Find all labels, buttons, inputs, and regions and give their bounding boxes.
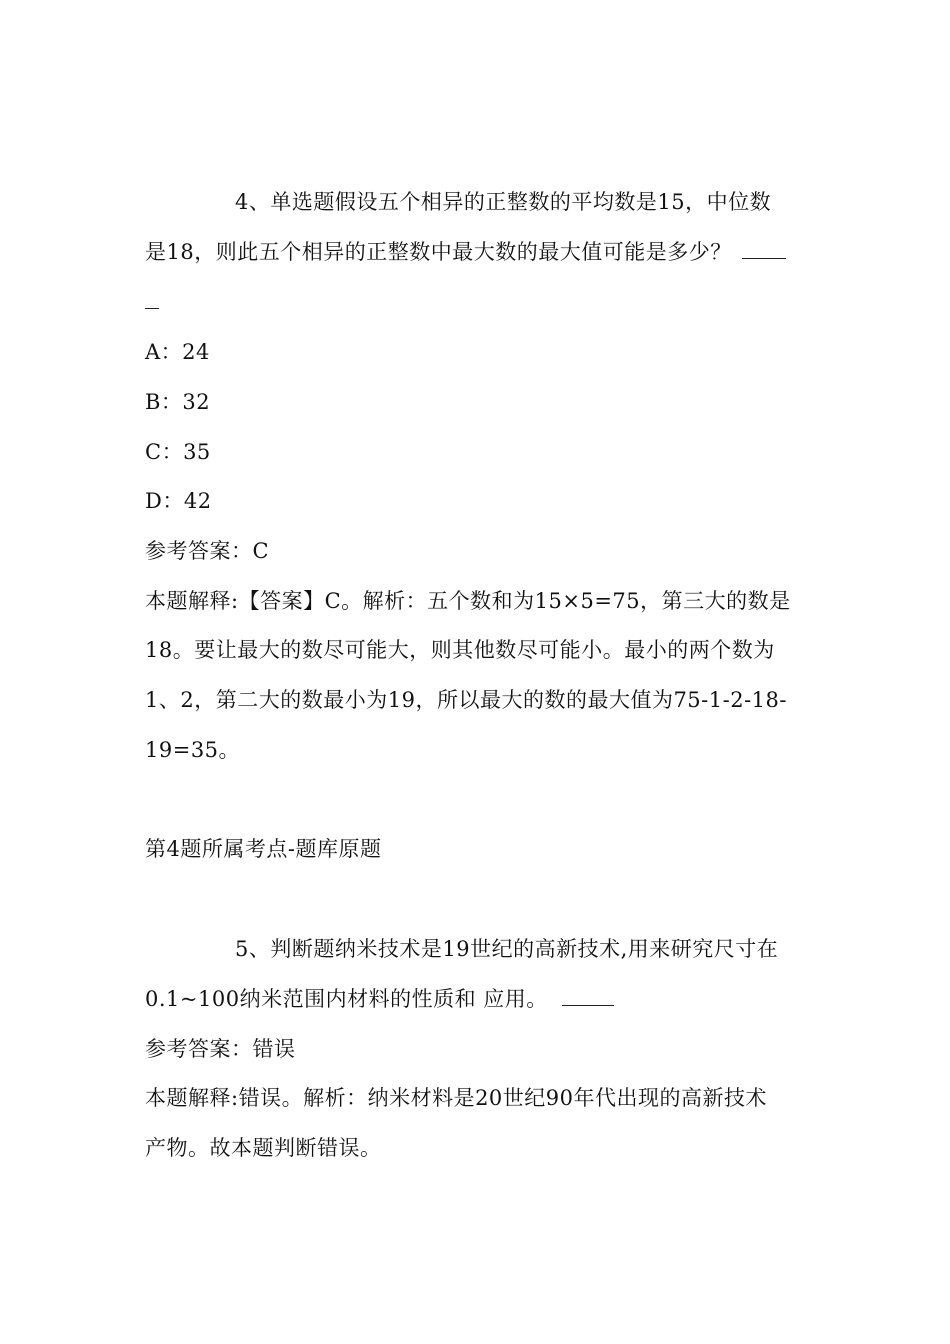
q4-explanation-line-1: 本题解释:【答案】C。解析：五个数和为15×5=75，第三大的数是 <box>145 589 791 613</box>
q5-stem-line-2 <box>145 985 810 1013</box>
q4-option-a: A：24 <box>145 340 210 364</box>
q4-option-c: C：35 <box>145 440 211 464</box>
q4-option-d: D：42 <box>145 489 212 513</box>
q5-answer: 参考答案：错误 <box>145 1037 296 1061</box>
q4-stem-line-2 <box>145 238 810 266</box>
q4-explanation-line-3: 1、2，第二大的数最小为19，所以最大的数的最大值为75-1-2-18- <box>145 688 787 712</box>
answer-blank <box>742 240 786 259</box>
q4-option-b: B：32 <box>145 390 211 414</box>
q5-stem-line-1: 5、判断题纳米技术是19世纪的高新技术,用来研究尺寸在 <box>235 937 779 961</box>
q4-stem-line-1: 4、单选题假设五个相异的正整数的平均数是15，中位数 <box>235 190 772 214</box>
answer-blank-continuation <box>145 290 159 309</box>
q4-stem-line-2-text: 是18，则此五个相异的正整数中最大数的最大值可能是多少？ <box>145 240 732 264</box>
q4-topic: 第4题所属考点-题库原题 <box>145 837 382 861</box>
q4-explanation-line-2: 18。要让最大的数尽可能大，则其他数尽可能小。最小的两个数为 <box>145 638 775 662</box>
q4-answer: 参考答案：C <box>145 539 270 563</box>
q5-answer-blank <box>562 987 614 1006</box>
q4-blank-continuation <box>145 288 810 316</box>
q5-stem-line-2-text: 0.1~100纳米范围内材料的性质和 应用。 <box>145 987 548 1011</box>
q4-explanation-line-4: 19=35。 <box>145 738 241 762</box>
q5-explanation-line-1: 本题解释:错误。解析：纳米材料是20世纪90年代出现的高新技术 <box>145 1086 768 1110</box>
q5-explanation-line-2: 产物。故本题判断错误。 <box>145 1136 382 1160</box>
